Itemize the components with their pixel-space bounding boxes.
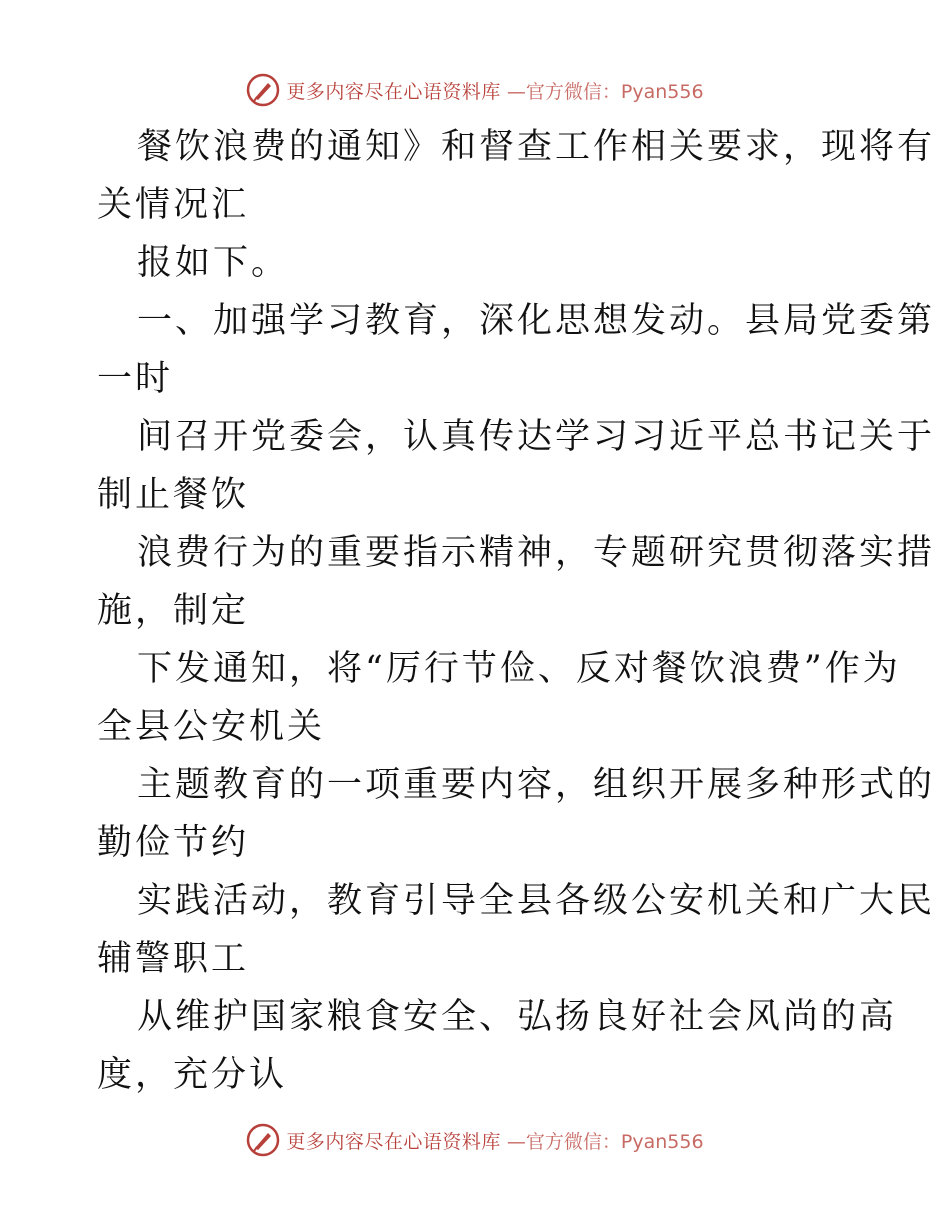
text-line: 间召开党委会，认真传达学习习近平总书记关于: [137, 417, 936, 457]
text-line: 餐饮浪费的通知》和督查工作相关要求，现将有: [137, 127, 936, 167]
document-body: [97, 118, 936, 1104]
feather-pen-logo-icon: [246, 73, 280, 107]
text-line: 全县公安机关: [97, 707, 326, 747]
watermark-sub-text: —官方微信：Pyan556: [506, 80, 704, 103]
text-line: 实践活动，教育引导全县各级公安机关和广大民: [137, 881, 936, 921]
text-line: 施，制定: [97, 591, 250, 631]
watermark-main-text: 更多内容尽在心语资料库: [286, 80, 501, 103]
text-line: 勤俭节约: [97, 823, 250, 863]
text-line: 浪费行为的重要指示精神，专题研究贯彻落实措: [137, 533, 936, 573]
text-line: 从维护国家粮食安全、弘扬良好社会风尚的高: [137, 997, 898, 1037]
footer-watermark: [0, 1120, 950, 1160]
text-line: 报如下。: [137, 243, 290, 283]
text-line: 辅警职工: [97, 939, 250, 979]
text-line: 一时: [97, 359, 174, 399]
text-line: 制止餐饮: [97, 475, 250, 515]
header-watermark: [0, 70, 950, 110]
text-line: 一、加强学习教育，深化思想发动。县局党委第: [137, 301, 936, 341]
text-line: 关情况汇: [97, 185, 250, 225]
feather-pen-logo-icon: [246, 1123, 280, 1157]
text-line: 主题教育的一项重要内容，组织开展多种形式的: [137, 765, 936, 805]
text-line: 度，充分认: [97, 1055, 288, 1095]
text-line: 下发通知，将“厉行节俭、反对餐饮浪费”作为: [137, 649, 901, 689]
watermark-main-text: 更多内容尽在心语资料库: [286, 1130, 501, 1153]
watermark-sub-text: —官方微信：Pyan556: [506, 1130, 704, 1153]
